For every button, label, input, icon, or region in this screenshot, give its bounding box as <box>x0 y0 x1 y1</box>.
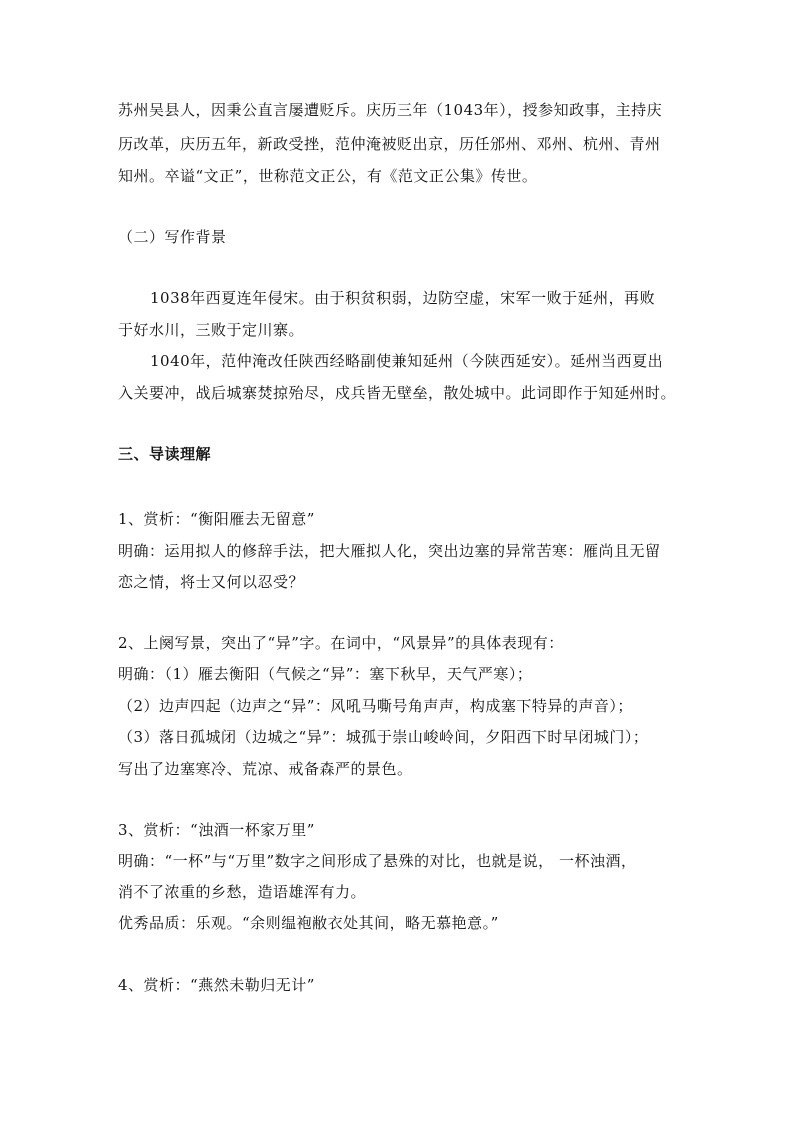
background-p1-line-1: 1038年西夏连年侵宋。由于积贫积弱，边防空虚，宋军一败于延州，再败 <box>150 289 656 307</box>
intro-line-2: 历改革，庆历五年，新政受挫，范仲淹被贬出京，历任邠州、邓州、杭州、青州 <box>118 135 661 153</box>
background-p2-line-1: 1040年，范仲淹改任陕西经略副使兼知延州（今陕西延安）。延州当西夏出 <box>150 352 664 370</box>
q3-title: 3、赏析：“浊酒一杯家万里” <box>118 821 315 839</box>
q2-title: 2、上阕写景，突出了“异”字。在词中，“风景异”的具体表现有： <box>118 634 564 652</box>
background-heading: （二）写作背景 <box>118 228 227 246</box>
q3-line-3: 优秀品质：乐观。“余则缊袍敝衣处其间，略无慕艳意。” <box>118 914 499 932</box>
background-p2-line-2: 入关要冲，战后城寨焚掠殆尽，戍兵皆无壁垒，散处城中。此词即作于知延州时。 <box>118 384 677 402</box>
intro-line-3: 知州。卒谥“文正”，世称范文正公，有《范文正公集》传世。 <box>118 167 538 185</box>
q2-line-2: （2）边声四起（边声之“异”：风吼马嘶号角声声，构成塞下特异的声音）； <box>118 697 633 715</box>
q2-line-4: 写出了边塞寒冷、荒凉、戒备森严的景色。 <box>118 760 413 778</box>
q3-line-1: 明确：“一杯”与“万里”数字之间形成了悬殊的对比，也就是说， 一杯浊酒， <box>118 852 637 870</box>
q2-line-3: （3）落日孤城闭（边城之“异”：城孤于崇山峻岭间，夕阳西下时早闭城门）； <box>118 728 649 746</box>
background-p1-line-2: 于好水川，三败于定川寨。 <box>118 321 305 339</box>
intro-line-1: 苏州吴县人，因秉公直言屡遭贬斥。庆历三年（1043年），授参知政事，主持庆 <box>118 101 663 119</box>
q4-title: 4、赏析：“燕然未勒归无计” <box>118 976 315 994</box>
q1-answer-line-2: 恋之情，将士又何以忍受？ <box>118 573 305 591</box>
q2-line-1: 明确：（1）雁去衡阳（气候之“异”：塞下秋早，天气严寒）； <box>118 665 533 683</box>
q1-answer-line-1: 明确：运用拟人的修辞手法，把大雁拟人化，突出边塞的异常苦寒：雁尚且无留 <box>118 542 661 560</box>
section3-heading: 三、导读理解 <box>118 445 212 463</box>
q3-line-2: 消不了浓重的乡愁，造语雄浑有力。 <box>118 883 367 901</box>
q1-title: 1、赏析：“衡阳雁去无留意” <box>118 510 315 528</box>
